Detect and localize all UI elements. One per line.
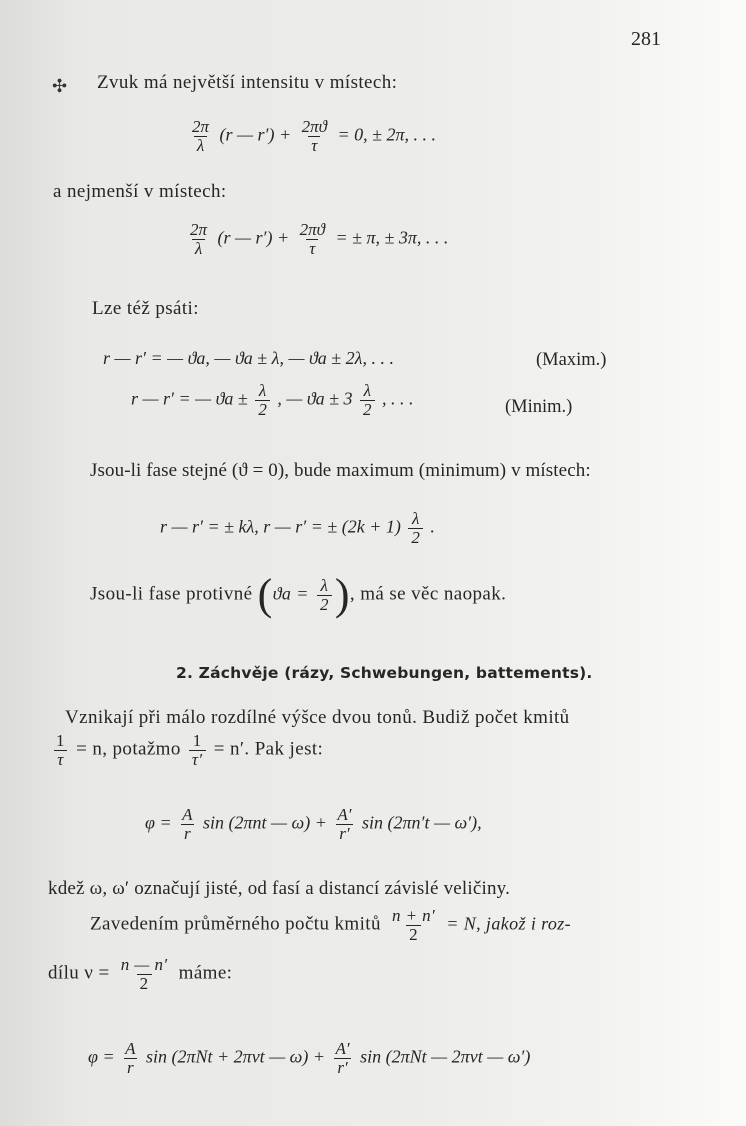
fraction: $\frac{n — n'}{2}$ xyxy=(120,955,168,993)
fraction: $\frac{A}{r}$ xyxy=(182,805,193,843)
fraction: $\frac{A'}{r'}$ xyxy=(337,805,352,843)
fraction: $\frac{\lambda}{2}$ xyxy=(360,382,375,419)
paragraph-omega-description: kdež ω, ω′ označují jisté, od fasí a distancí závislé veličiny. xyxy=(48,878,511,899)
equation-maxima-list: r — r′ = — ϑa, — ϑa ± λ, — ϑa ± 2λ, . . . xyxy=(103,348,394,368)
fraction: $\frac{2\pi ϑ}{\tau}$ xyxy=(299,220,325,258)
paragraph-intensity-min: a nejmenší v místech: xyxy=(53,181,227,202)
fraction: $\frac{1}{\tau}$ xyxy=(56,731,65,769)
fraction: $\frac{2\pi}{\lambda}$ xyxy=(192,117,210,155)
paragraph-intensity-max: Zvuk má největší intensitu v místech: xyxy=(97,72,398,93)
bullet-mark-icon: ✣ xyxy=(52,76,68,96)
section-heading: 2. Záchvěje (rázy, Schwebungen, battements). xyxy=(176,664,593,682)
page-number: 281 xyxy=(631,28,661,50)
equation-minima-list: r — r′ = — ϑa ± $\frac{\lambda}{2}$ , — ϑa ± 3 $\frac{\lambda}{2}$ , . . . xyxy=(131,381,414,419)
paragraph-average-frequency: Zavedením průměrného počtu kmitů $\frac{n + n'}{2}$ = N, jakož i roz- xyxy=(90,906,572,944)
equation-wave-sum: φ = $\frac{A}{r}$ sin (2πnt — ω) + $\frac{A'}{r'}$ sin (2πn′t — ω′), xyxy=(145,805,482,843)
paragraph-frequency-definition: $\frac{1}{\tau}$ = n, potažmo $\frac{1}{\tau'}$ = n′. Pak jest: xyxy=(50,732,323,769)
paragraph-beats-intro: Vznikají při málo rozdílné výšce dvou tonů. Budiž počet kmitů xyxy=(65,707,570,728)
fraction: $\frac{\lambda}{2}$ xyxy=(255,382,270,419)
paragraph-also-write: Lze též psáti: xyxy=(92,298,199,319)
paragraph-difference: dílu ν = $\frac{n — n'}{2}$ máme: xyxy=(48,955,233,993)
equation-minimum-phase: $\frac{2\pi}{\lambda}$ (r — r′) + $\frac{2\pi ϑ}{\tau}$ = ± π, ± 3π, . . . xyxy=(184,221,448,258)
label-maxim: (Maxim.) xyxy=(536,350,607,370)
equation-same-phase-positions: r — r′ = ± kλ, r — r′ = ± (2k + 1) $\frac{\lambda}{2}$ . xyxy=(160,509,435,547)
fraction: $\frac{2\pi ϑ}{\tau}$ xyxy=(301,117,327,155)
fraction: $\frac{n + n'}{2}$ xyxy=(392,906,436,944)
fraction: $\frac{A}{r}$ xyxy=(125,1039,136,1077)
paragraph-opposite-phase: Jsou-li fase protivné (ϑa = $\frac{\lambda}{2}$ ), má se věc naopak. xyxy=(90,570,507,619)
label-minim: (Minim.) xyxy=(505,397,573,417)
equation-maximum-phase: $\frac{2\pi}{\lambda}$ (r — r′) + $\frac{2\pi ϑ}{\tau}$ = 0, ± 2π, . . . xyxy=(186,118,436,155)
paragraph-same-phase: Jsou-li fase stejné (ϑ = 0), bude maximum (minimum) v místech: xyxy=(90,460,591,481)
fraction: $\frac{1}{\tau'}$ xyxy=(189,732,206,769)
equation-beat-form: φ = $\frac{A}{r}$ sin (2πNt + 2πνt — ω) + $\frac{A'}{r'}$ sin (2πNt — 2πνt — ω′) xyxy=(88,1039,531,1077)
fraction: $\frac{\lambda}{2}$ xyxy=(408,510,423,547)
fraction: $\frac{A'}{r'}$ xyxy=(335,1039,350,1077)
fraction: $\frac{2\pi}{\lambda}$ xyxy=(190,220,208,258)
fraction: $\frac{\lambda}{2}$ xyxy=(317,577,332,614)
